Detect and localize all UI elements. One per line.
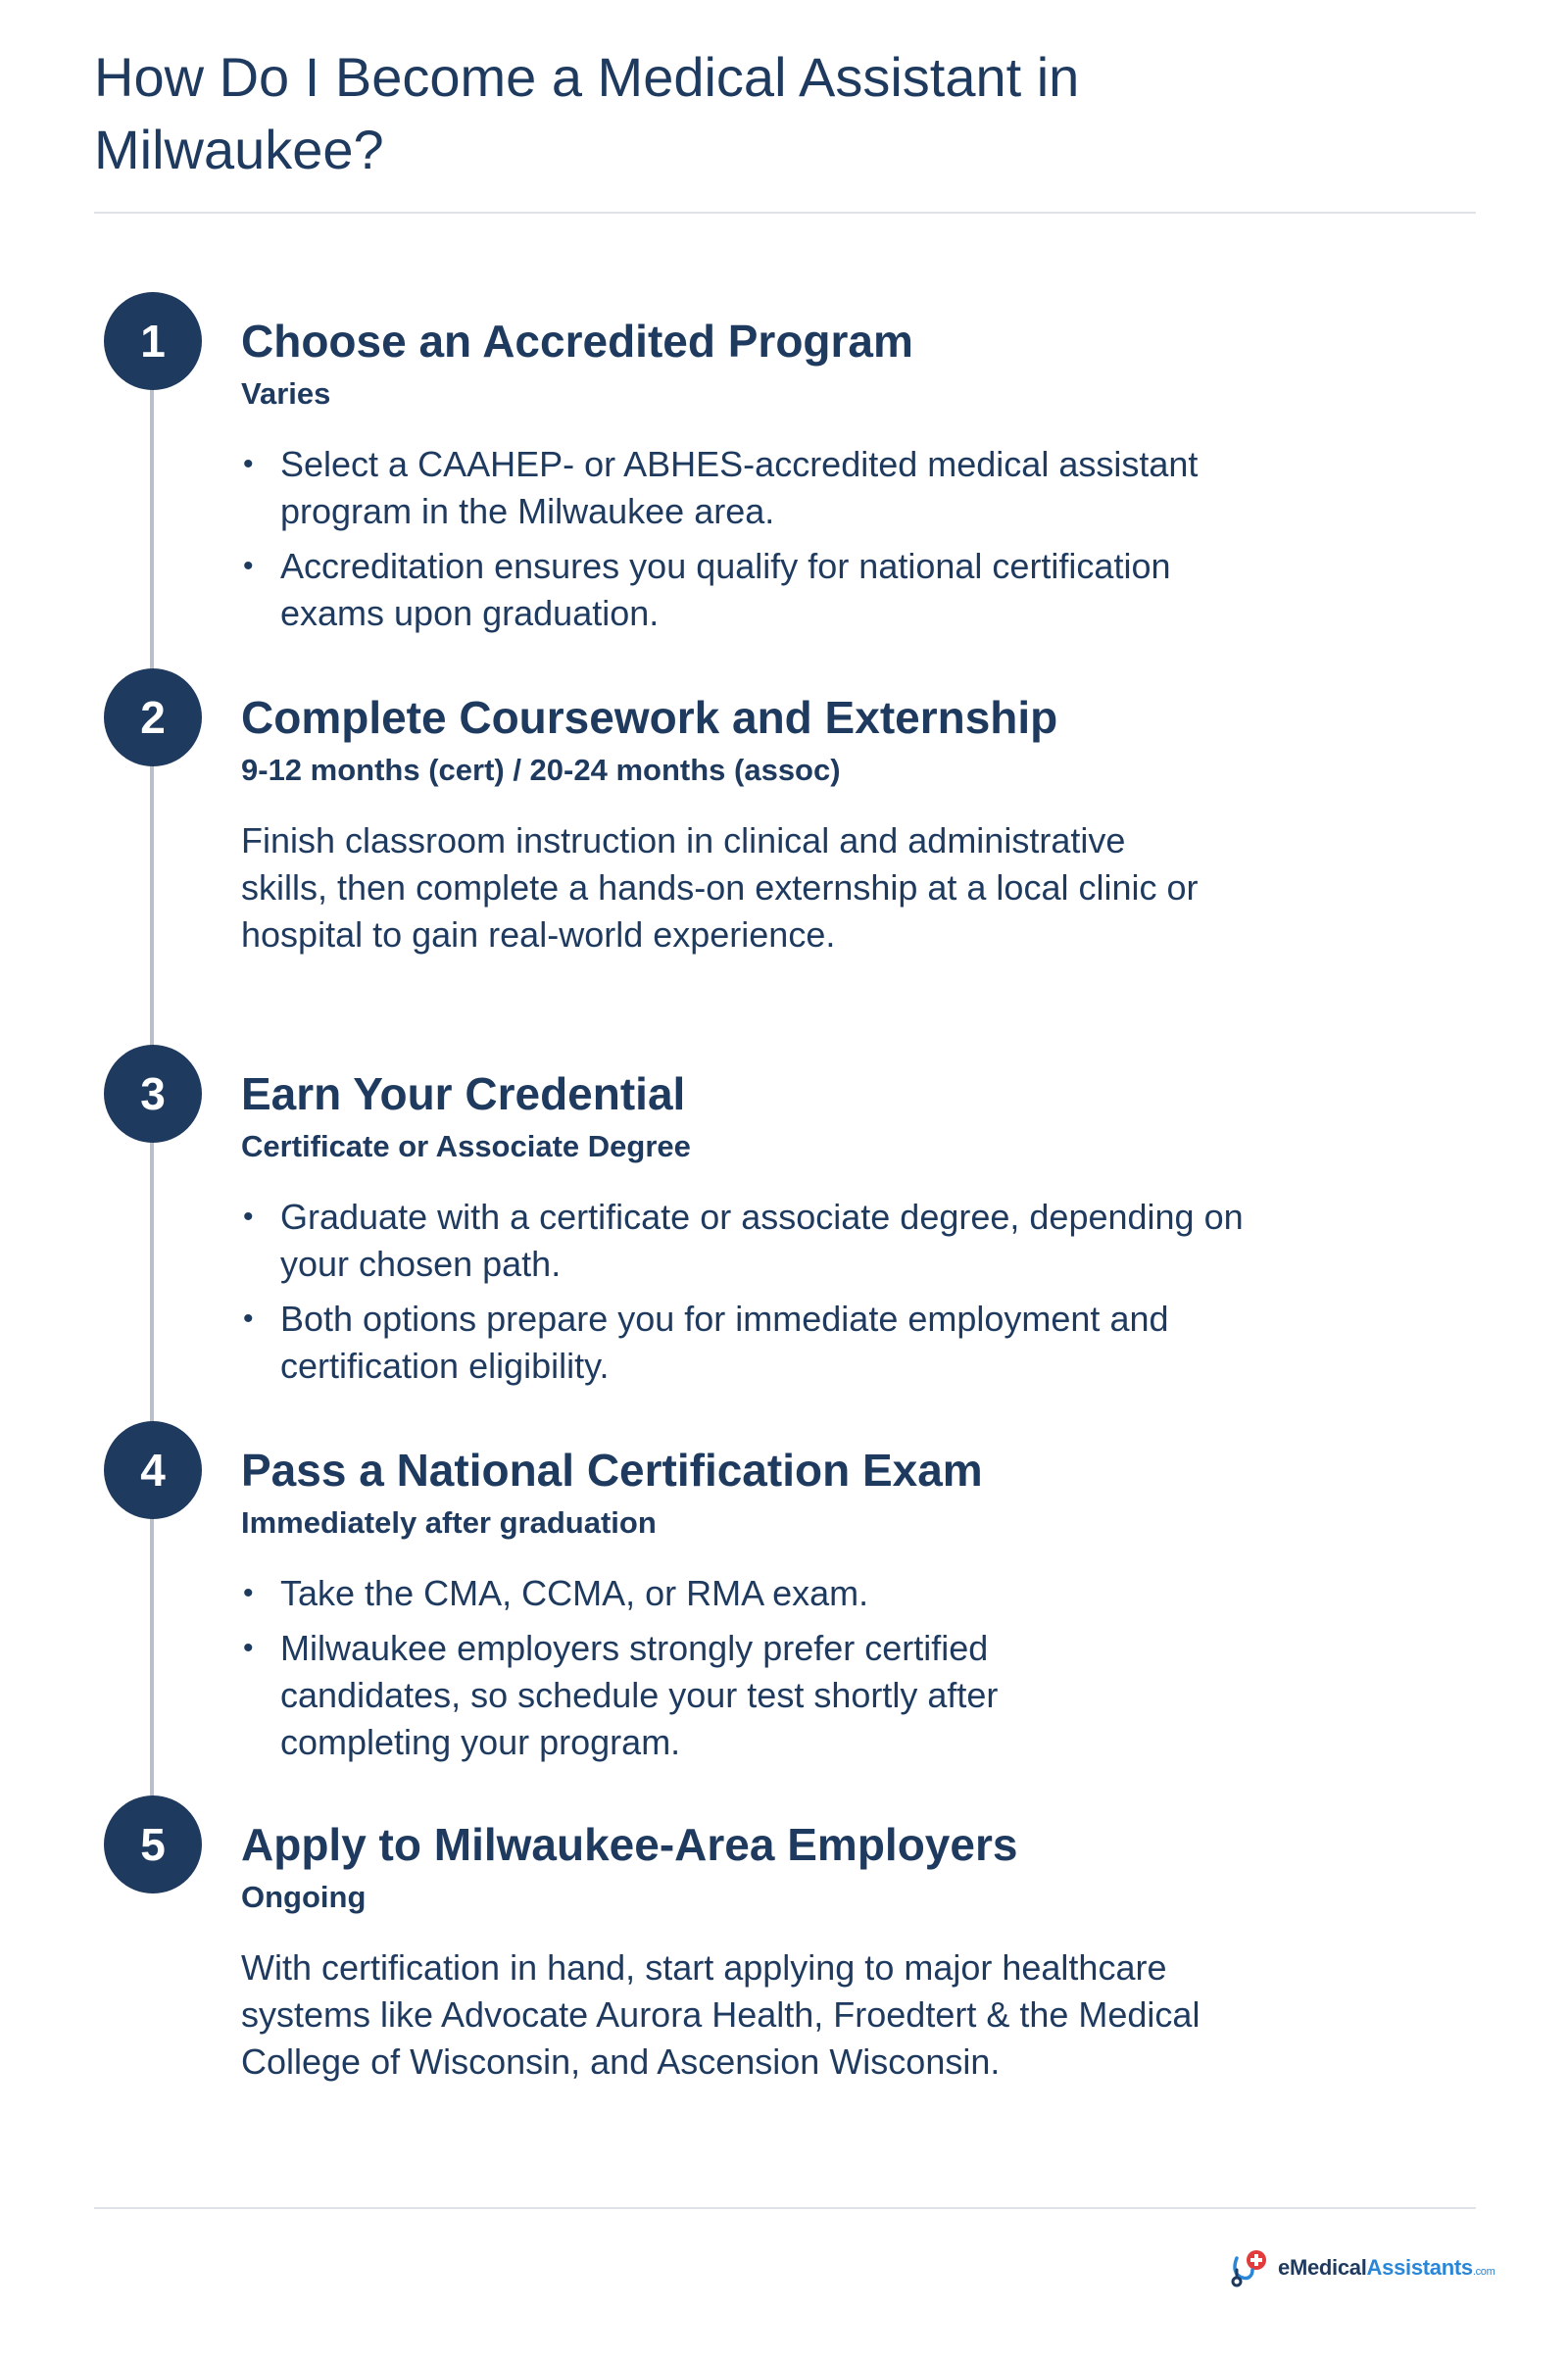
step-title: Earn Your Credential bbox=[241, 1068, 686, 1119]
step-duration: Certificate or Associate Degree bbox=[241, 1129, 691, 1163]
step-number-badge: 2 bbox=[104, 668, 202, 766]
step-bullet-list bbox=[241, 441, 1280, 637]
bullet-item: • Select a CAAHEP- or ABHES-accredited medical assistant program in the Milwaukee area. bbox=[241, 441, 1280, 535]
step-number-badge: 3 bbox=[104, 1045, 202, 1143]
step-duration: Ongoing bbox=[241, 1880, 367, 1914]
step-bullet-list bbox=[241, 1194, 1280, 1390]
bullet-item: • Accreditation ensures you qualify for national certification exams upon graduation. bbox=[241, 543, 1280, 637]
bullet-item: • Both options prepare you for immediate employment and certification eligibility. bbox=[241, 1296, 1280, 1390]
step-duration: Varies bbox=[241, 376, 331, 411]
step-title: Choose an Accredited Program bbox=[241, 316, 913, 367]
brand-logo bbox=[1227, 2244, 1494, 2291]
step-description: Finish classroom instruction in clinical and administrative skills, then complete a hands-on externship at a local clinic or hospital to gain real-world experience. bbox=[241, 820, 1199, 955]
page-title: How Do I Become a Medical Assistant in Milwaukee? bbox=[94, 46, 1080, 180]
step-title: Complete Coursework and Externship bbox=[241, 692, 1058, 743]
step-duration: 9-12 months (cert) / 20-24 months (assoc) bbox=[241, 753, 841, 787]
step-description: With certification in hand, start applying to major healthcare systems like Advocate Aurora Health, Froedtert & the Medical College of Wisconsin, and Ascension Wisconsin. bbox=[241, 1947, 1200, 2082]
step-title: Apply to Milwaukee-Area Employers bbox=[241, 1819, 1018, 1870]
bullet-item: • Milwaukee employers strongly prefer certified candidates, so schedule your test shortly after completing your program. bbox=[241, 1625, 1103, 1766]
step-duration: Immediately after graduation bbox=[241, 1505, 657, 1540]
bullet-item: • Graduate with a certificate or associate degree, depending on your chosen path. bbox=[241, 1194, 1280, 1288]
bullet-item: • Take the CMA, CCMA, or RMA exam. bbox=[241, 1570, 1103, 1617]
stethoscope-cross-icon bbox=[1227, 2244, 1274, 2291]
footer-divider bbox=[94, 2207, 1476, 2209]
step-bullet-list bbox=[241, 1570, 1103, 1766]
step-number-badge: 4 bbox=[104, 1421, 202, 1519]
brand-wordmark: eMedicalAssistants.com bbox=[1278, 2255, 1495, 2280]
title-divider bbox=[94, 212, 1476, 214]
step-title: Pass a National Certification Exam bbox=[241, 1445, 983, 1496]
step-number-badge: 1 bbox=[104, 292, 202, 390]
step-number-badge: 5 bbox=[104, 1795, 202, 1893]
